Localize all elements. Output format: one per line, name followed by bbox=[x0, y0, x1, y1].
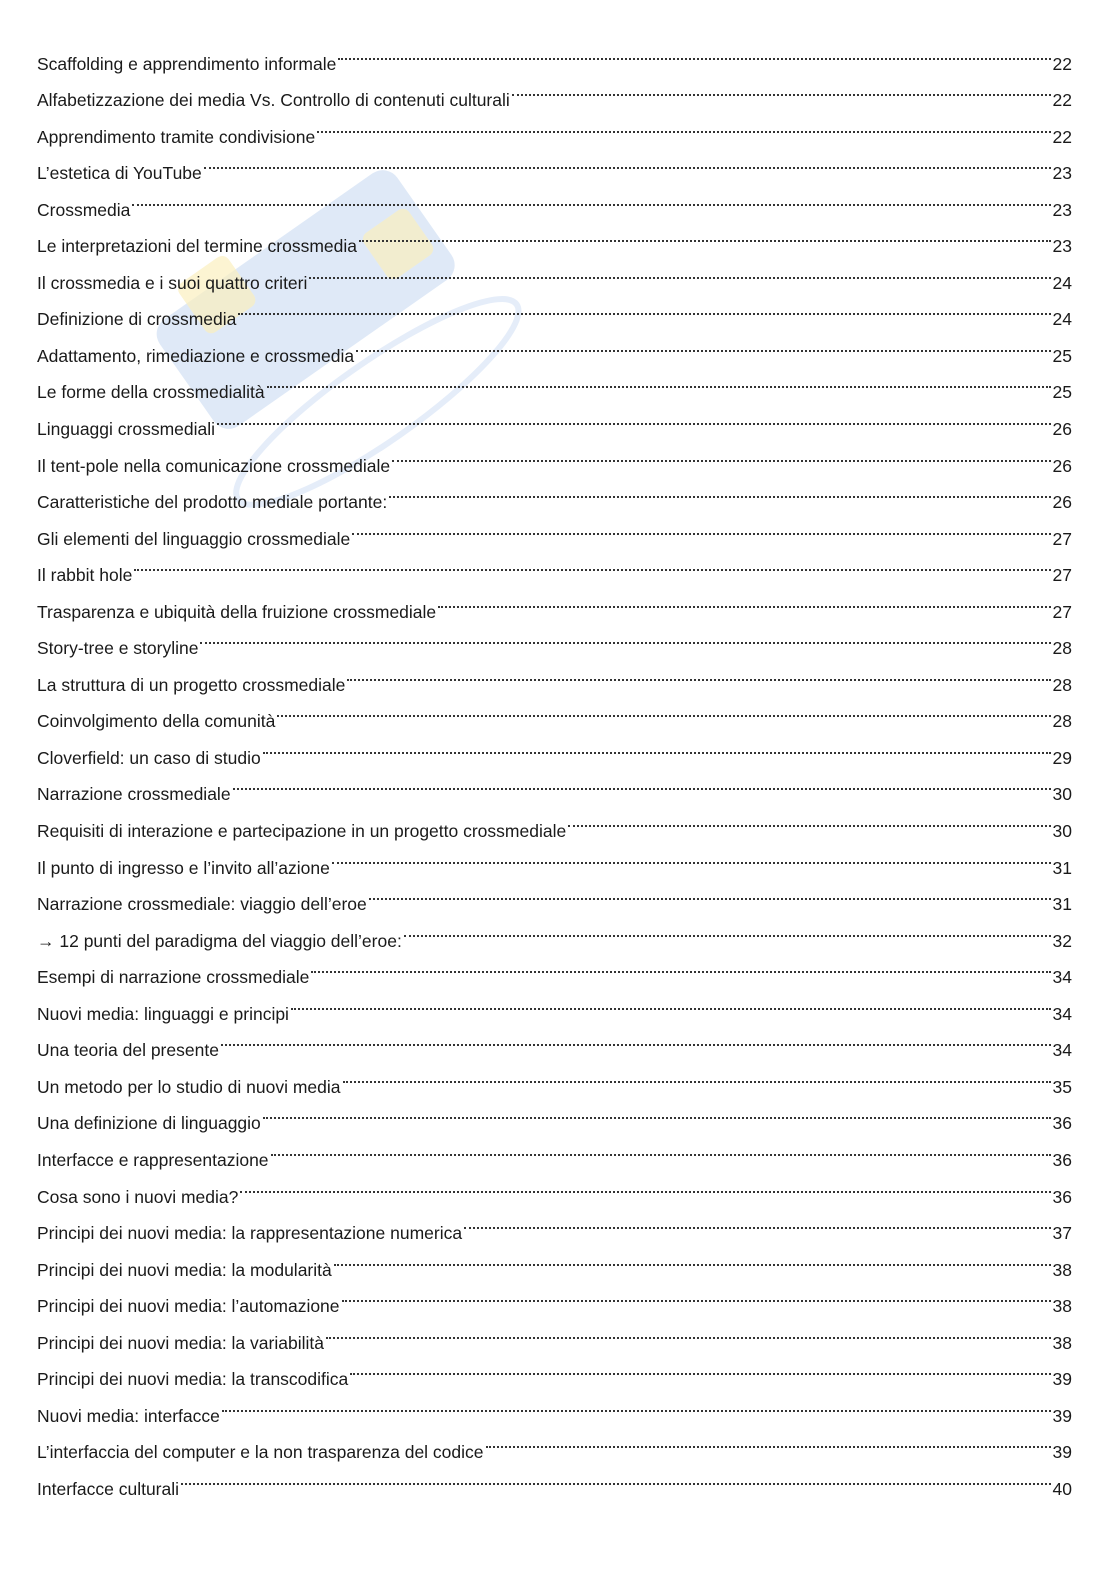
toc-entry-page-number: 31 bbox=[1052, 857, 1072, 878]
toc-entry-title: Alfabetizzazione dei media Vs. Controllo di contenuti culturali bbox=[37, 90, 510, 111]
toc-entry-title: Nuovi media: interfacce bbox=[37, 1405, 220, 1426]
toc-entry-page-number: 25 bbox=[1052, 345, 1072, 366]
toc-entry-title: Il punto di ingresso e l’invito all’azione bbox=[37, 857, 330, 878]
toc-dot-leader bbox=[404, 910, 1051, 947]
toc-entry-title: Il rabbit hole bbox=[37, 565, 133, 586]
toc-dot-leader bbox=[326, 1312, 1051, 1349]
toc-dot-leader bbox=[309, 252, 1050, 289]
toc-entry-page-number: 30 bbox=[1052, 784, 1072, 805]
toc-entry-title: Story-tree e storyline bbox=[37, 638, 199, 659]
toc-entry-title: Principi dei nuovi media: l’automazione bbox=[37, 1296, 340, 1317]
toc-dot-leader bbox=[332, 837, 1051, 874]
toc-entry-page-number: 30 bbox=[1052, 821, 1072, 842]
toc-entry-page-number: 36 bbox=[1052, 1186, 1072, 1207]
toc-entry-page-number: 28 bbox=[1052, 711, 1072, 732]
toc-entry-page-number: 36 bbox=[1052, 1113, 1072, 1134]
toc-entry-page-number: 36 bbox=[1052, 1149, 1072, 1170]
table-of-contents bbox=[37, 33, 1072, 1499]
toc-entry-title: Crossmedia bbox=[37, 199, 131, 220]
toc-dot-leader bbox=[343, 1056, 1051, 1093]
toc-entry-title: L’estetica di YouTube bbox=[37, 163, 202, 184]
toc-entry-page-number: 22 bbox=[1052, 90, 1072, 111]
toc-entry-title: Trasparenza e ubiquità della fruizione crossmediale bbox=[37, 601, 437, 622]
toc-dot-leader bbox=[222, 1385, 1051, 1422]
toc-dot-leader bbox=[486, 1422, 1051, 1459]
toc-entry-title: Scaffolding e apprendimento informale bbox=[37, 53, 337, 74]
toc-dot-leader bbox=[311, 947, 1050, 984]
toc-entry-title: Cosa sono i nuovi media? bbox=[37, 1186, 239, 1207]
toc-entry-title: Le interpretazioni del termine crossmedia bbox=[37, 236, 358, 257]
toc-entry-page-number: 22 bbox=[1052, 126, 1072, 147]
toc-dot-leader bbox=[263, 1093, 1051, 1130]
toc-entry-page-number: 27 bbox=[1052, 565, 1072, 586]
toc-dot-leader bbox=[338, 33, 1050, 70]
toc-dot-leader bbox=[464, 1203, 1050, 1240]
toc-entry-title: Cloverfield: un caso di studio bbox=[37, 747, 261, 768]
toc-dot-leader bbox=[204, 143, 1051, 180]
toc-entry[interactable] bbox=[37, 216, 1072, 257]
toc-entry-page-number: 23 bbox=[1052, 163, 1072, 184]
toc-entry-title: Caratteristiche del prodotto mediale portante: bbox=[37, 492, 388, 513]
toc-dot-leader bbox=[132, 179, 1050, 216]
toc-entry-page-number: 22 bbox=[1052, 53, 1072, 74]
toc-entry-title: Il crossmedia e i suoi quattro criteri bbox=[37, 272, 308, 293]
toc-entry-title: Principi dei nuovi media: la transcodifica bbox=[37, 1369, 349, 1390]
toc-entry-title: Una definizione di linguaggio bbox=[37, 1113, 261, 1134]
toc-entry-title: Linguaggi crossmediali bbox=[37, 419, 216, 440]
toc-entry-title: Principi dei nuovi media: la modularità bbox=[37, 1259, 332, 1280]
toc-dot-leader bbox=[438, 581, 1050, 618]
toc-dot-leader bbox=[342, 1276, 1051, 1313]
toc-dot-leader bbox=[334, 1239, 1051, 1276]
toc-entry-title: → 12 punti del paradigma del viaggio dell’eroe: bbox=[37, 930, 402, 951]
toc-entry-page-number: 26 bbox=[1052, 455, 1072, 476]
toc-dot-leader bbox=[568, 800, 1050, 837]
toc-dot-leader bbox=[369, 874, 1051, 911]
toc-dot-leader bbox=[200, 618, 1050, 655]
toc-entry-page-number: 29 bbox=[1052, 747, 1072, 768]
toc-dot-leader bbox=[389, 472, 1050, 509]
toc-entry-title: Principi dei nuovi media: la variabilità bbox=[37, 1332, 324, 1353]
toc-entry-page-number: 35 bbox=[1052, 1076, 1072, 1097]
toc-entry-title: Interfacce e rappresentazione bbox=[37, 1149, 269, 1170]
toc-dot-leader bbox=[291, 983, 1051, 1020]
toc-entry-title: Esempi di narrazione crossmediale bbox=[37, 967, 310, 988]
toc-entry-page-number: 38 bbox=[1052, 1296, 1072, 1317]
toc-entry-page-number: 27 bbox=[1052, 601, 1072, 622]
toc-entry-page-number: 24 bbox=[1052, 309, 1072, 330]
toc-entry[interactable] bbox=[37, 545, 1072, 586]
toc-dot-leader bbox=[217, 398, 1051, 435]
toc-entry-title: Coinvolgimento della comunità bbox=[37, 711, 276, 732]
toc-entry[interactable] bbox=[37, 179, 1072, 220]
toc-entry-title: Narrazione crossmediale bbox=[37, 784, 231, 805]
toc-entry-title: Un metodo per lo studio di nuovi media bbox=[37, 1076, 341, 1097]
toc-dot-leader bbox=[181, 1458, 1051, 1495]
toc-entry-title: Gli elementi del linguaggio crossmediale bbox=[37, 528, 351, 549]
toc-dot-leader bbox=[263, 727, 1051, 764]
toc-entry-title: Definizione di crossmedia bbox=[37, 309, 237, 330]
toc-entry-page-number: 34 bbox=[1052, 1040, 1072, 1061]
toc-entry-page-number: 39 bbox=[1052, 1405, 1072, 1426]
toc-entry-page-number: 26 bbox=[1052, 492, 1072, 513]
toc-entry-page-number: 28 bbox=[1052, 674, 1072, 695]
toc-dot-leader bbox=[277, 691, 1050, 728]
toc-dot-leader bbox=[392, 435, 1050, 472]
toc-entry-page-number: 39 bbox=[1052, 1442, 1072, 1463]
toc-dot-leader bbox=[238, 289, 1050, 326]
toc-entry-title: Una teoria del presente bbox=[37, 1040, 219, 1061]
toc-entry-page-number: 40 bbox=[1052, 1478, 1072, 1499]
toc-entry-title: Requisiti di interazione e partecipazione in un progetto crossmediale bbox=[37, 821, 567, 842]
toc-dot-leader bbox=[233, 764, 1051, 801]
toc-dot-leader bbox=[356, 325, 1050, 362]
toc-entry-page-number: 26 bbox=[1052, 419, 1072, 440]
toc-entry-title: Principi dei nuovi media: la rappresentazione numerica bbox=[37, 1223, 463, 1244]
toc-dot-leader bbox=[267, 362, 1051, 399]
toc-entry-title: L’interfaccia del computer e la non trasparenza del codice bbox=[37, 1442, 484, 1463]
toc-entry-page-number: 39 bbox=[1052, 1369, 1072, 1390]
toc-entry[interactable] bbox=[37, 581, 1072, 622]
toc-entry-title: La struttura di un progetto crossmediale bbox=[37, 674, 346, 695]
toc-entry-title: Adattamento, rimediazione e crossmedia bbox=[37, 345, 355, 366]
toc-entry-page-number: 37 bbox=[1052, 1223, 1072, 1244]
toc-entry-page-number: 23 bbox=[1052, 199, 1072, 220]
toc-entry-title: Il tent-pole nella comunicazione crossmediale bbox=[37, 455, 391, 476]
toc-dot-leader bbox=[350, 1349, 1050, 1386]
toc-entry-title: Narrazione crossmediale: viaggio dell’eroe bbox=[37, 894, 367, 915]
toc-entry-title: Nuovi media: linguaggi e principi bbox=[37, 1003, 289, 1024]
toc-entry-page-number: 31 bbox=[1052, 894, 1072, 915]
toc-entry-page-number: 28 bbox=[1052, 638, 1072, 659]
toc-entry-title: Le forme della crossmedialità bbox=[37, 382, 265, 403]
toc-entry-page-number: 27 bbox=[1052, 528, 1072, 549]
toc-entry-title: Interfacce culturali bbox=[37, 1478, 180, 1499]
toc-dot-leader bbox=[352, 508, 1050, 545]
toc-entry-page-number: 25 bbox=[1052, 382, 1072, 403]
toc-dot-leader bbox=[359, 216, 1051, 253]
toc-dot-leader bbox=[271, 1129, 1051, 1166]
toc-entry-page-number: 24 bbox=[1052, 272, 1072, 293]
toc-entry-page-number: 32 bbox=[1052, 930, 1072, 951]
toc-dot-leader bbox=[134, 545, 1050, 582]
toc-entry-page-number: 38 bbox=[1052, 1259, 1072, 1280]
toc-entry-page-number: 38 bbox=[1052, 1332, 1072, 1353]
toc-entry[interactable] bbox=[37, 1458, 1072, 1499]
toc-entry-page-number: 34 bbox=[1052, 1003, 1072, 1024]
toc-entry-page-number: 34 bbox=[1052, 967, 1072, 988]
toc-entry-page-number: 23 bbox=[1052, 236, 1072, 257]
toc-dot-leader bbox=[512, 70, 1051, 107]
toc-dot-leader bbox=[240, 1166, 1050, 1203]
toc-dot-leader bbox=[221, 1020, 1051, 1057]
toc-entry-title: Apprendimento tramite condivisione bbox=[37, 126, 316, 147]
toc-dot-leader bbox=[317, 106, 1050, 143]
toc-dot-leader bbox=[347, 654, 1050, 691]
toc-entry[interactable] bbox=[37, 33, 1072, 74]
